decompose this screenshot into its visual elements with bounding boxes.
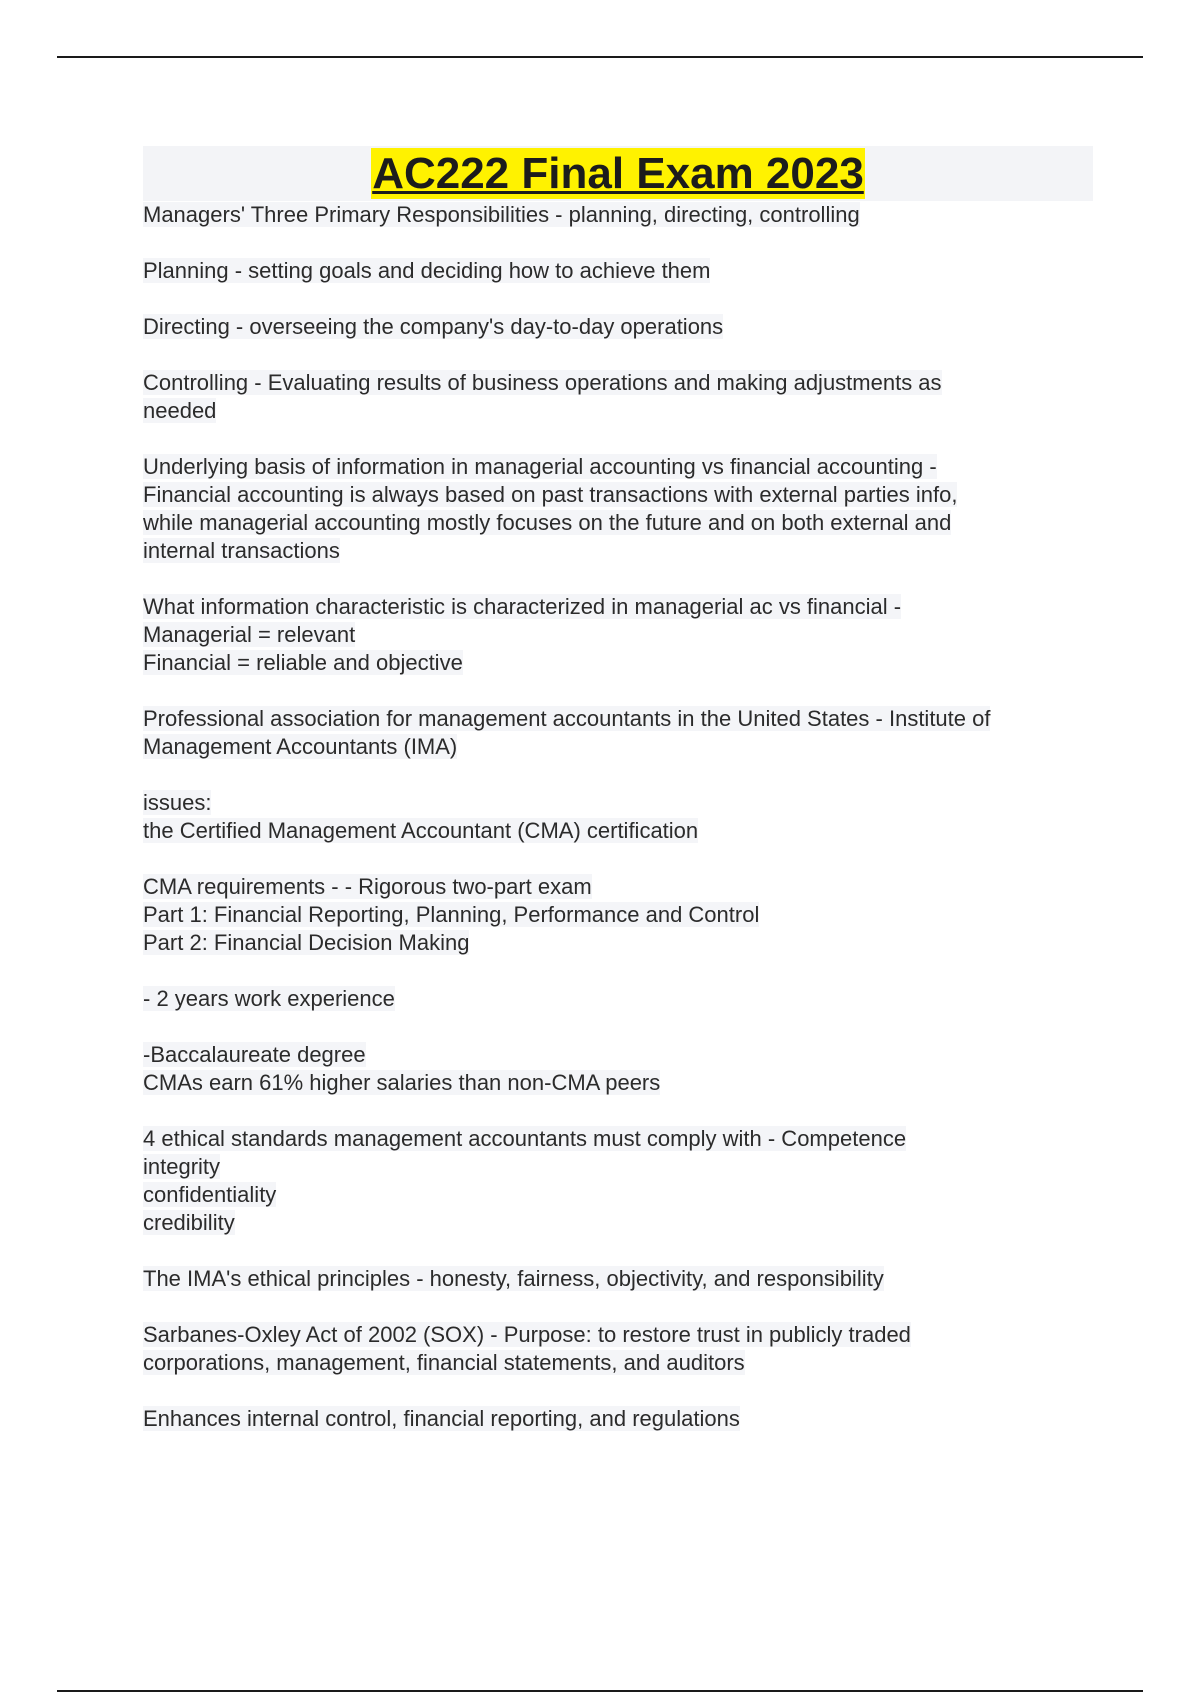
entry-line: [143, 1321, 1093, 1349]
entry-line-text: CMAs earn 61% higher salaries than non-CMA peers: [143, 1070, 661, 1095]
entry-line: [143, 649, 1093, 677]
entry: [143, 257, 1093, 285]
entry-line: [143, 733, 1093, 761]
entry-line: [143, 929, 1093, 957]
entry-line-text: Professional association for management accountants in the United States - Institute of: [143, 706, 991, 731]
top-rule: [57, 56, 1143, 58]
entry: [143, 985, 1093, 1013]
entry-line: [143, 201, 1093, 229]
entry-line-text: while managerial accounting mostly focuses on the future and on both external and: [143, 510, 952, 535]
entry-line-text: Management Accountants (IMA): [143, 734, 458, 759]
entry-line: [143, 369, 1093, 397]
entry-line-text: 4 ethical standards management accountants must comply with - Competence: [143, 1126, 907, 1151]
entry-line: [143, 537, 1093, 565]
entry-line: [143, 397, 1093, 425]
document-title: AC222 Final Exam 2023: [372, 149, 864, 198]
entry: [143, 789, 1093, 845]
title-band: [143, 146, 1093, 201]
entry-line-text: credibility: [143, 1210, 235, 1235]
entry-line: [143, 1125, 1093, 1153]
entry-line-text: Managers' Three Primary Responsibilities - planning, directing, controlling: [143, 202, 860, 227]
entry-line-text: the Certified Management Accountant (CMA) certification: [143, 818, 699, 843]
entry-line-text: What information characteristic is characterized in managerial ac vs financial -: [143, 594, 902, 619]
entry-line-text: internal transactions: [143, 538, 340, 563]
entry-line: [143, 1265, 1093, 1293]
entry-line-text: CMA requirements - - Rigorous two-part exam: [143, 874, 592, 899]
entry-line-text: Part 1: Financial Reporting, Planning, Performance and Control: [143, 902, 760, 927]
entry-line: [143, 1069, 1093, 1097]
entry-line: [143, 621, 1093, 649]
entry-line-text: - 2 years work experience: [143, 986, 395, 1011]
entry-line-text: issues:: [143, 790, 212, 815]
entry-line: [143, 1405, 1093, 1433]
entry-line: [143, 257, 1093, 285]
entry-line-text: Directing - overseeing the company's day-to-day operations: [143, 314, 724, 339]
entries-list: [143, 201, 1093, 1433]
entry-line: [143, 789, 1093, 817]
entry-line-text: Underlying basis of information in managerial accounting vs financial accounting -: [143, 454, 937, 479]
entry: [143, 369, 1093, 425]
bottom-rule: [57, 1690, 1143, 1692]
entry: [143, 1405, 1093, 1433]
entry-line: [143, 1209, 1093, 1237]
entry-line-text: Financial accounting is always based on past transactions with external parties info,: [143, 482, 958, 507]
entry: [143, 705, 1093, 761]
entry-line: [143, 509, 1093, 537]
entry-line: [143, 1041, 1093, 1069]
entry-line-text: confidentiality: [143, 1182, 277, 1207]
entry-line: [143, 481, 1093, 509]
document-body: [143, 146, 1093, 1461]
entry-line-text: Financial = reliable and objective: [143, 650, 463, 675]
entry: [143, 1321, 1093, 1377]
entry: [143, 453, 1093, 565]
entry-line: [143, 985, 1093, 1013]
entry-line-text: Controlling - Evaluating results of business operations and making adjustments as: [143, 370, 942, 395]
entry: [143, 313, 1093, 341]
entry-line-text: Enhances internal control, financial reporting, and regulations: [143, 1406, 740, 1431]
entry-line-text: Managerial = relevant: [143, 622, 356, 647]
entry-line: [143, 817, 1093, 845]
entry: [143, 1265, 1093, 1293]
entry-line: [143, 593, 1093, 621]
entry-line: [143, 705, 1093, 733]
entry-line: [143, 453, 1093, 481]
entry-line: [143, 1181, 1093, 1209]
entry: [143, 873, 1093, 957]
entry-line-text: corporations, management, financial statements, and auditors: [143, 1350, 745, 1375]
entry-line-text: The IMA's ethical principles - honesty, fairness, objectivity, and responsibility: [143, 1266, 884, 1291]
entry-line-text: Planning - setting goals and deciding how to achieve them: [143, 258, 711, 283]
entry: [143, 1125, 1093, 1237]
entry: [143, 1041, 1093, 1097]
entry-line-text: -Baccalaureate degree: [143, 1042, 366, 1067]
entry: [143, 201, 1093, 229]
entry-line: [143, 1153, 1093, 1181]
entry-line: [143, 873, 1093, 901]
entry-line-text: Sarbanes-Oxley Act of 2002 (SOX) - Purpose: to restore trust in publicly traded: [143, 1322, 911, 1347]
entry-line: [143, 313, 1093, 341]
entry: [143, 593, 1093, 677]
entry-line: [143, 1349, 1093, 1377]
entry-line-text: Part 2: Financial Decision Making: [143, 930, 470, 955]
entry-line-text: integrity: [143, 1154, 221, 1179]
entry-line: [143, 901, 1093, 929]
entry-line-text: needed: [143, 398, 217, 423]
